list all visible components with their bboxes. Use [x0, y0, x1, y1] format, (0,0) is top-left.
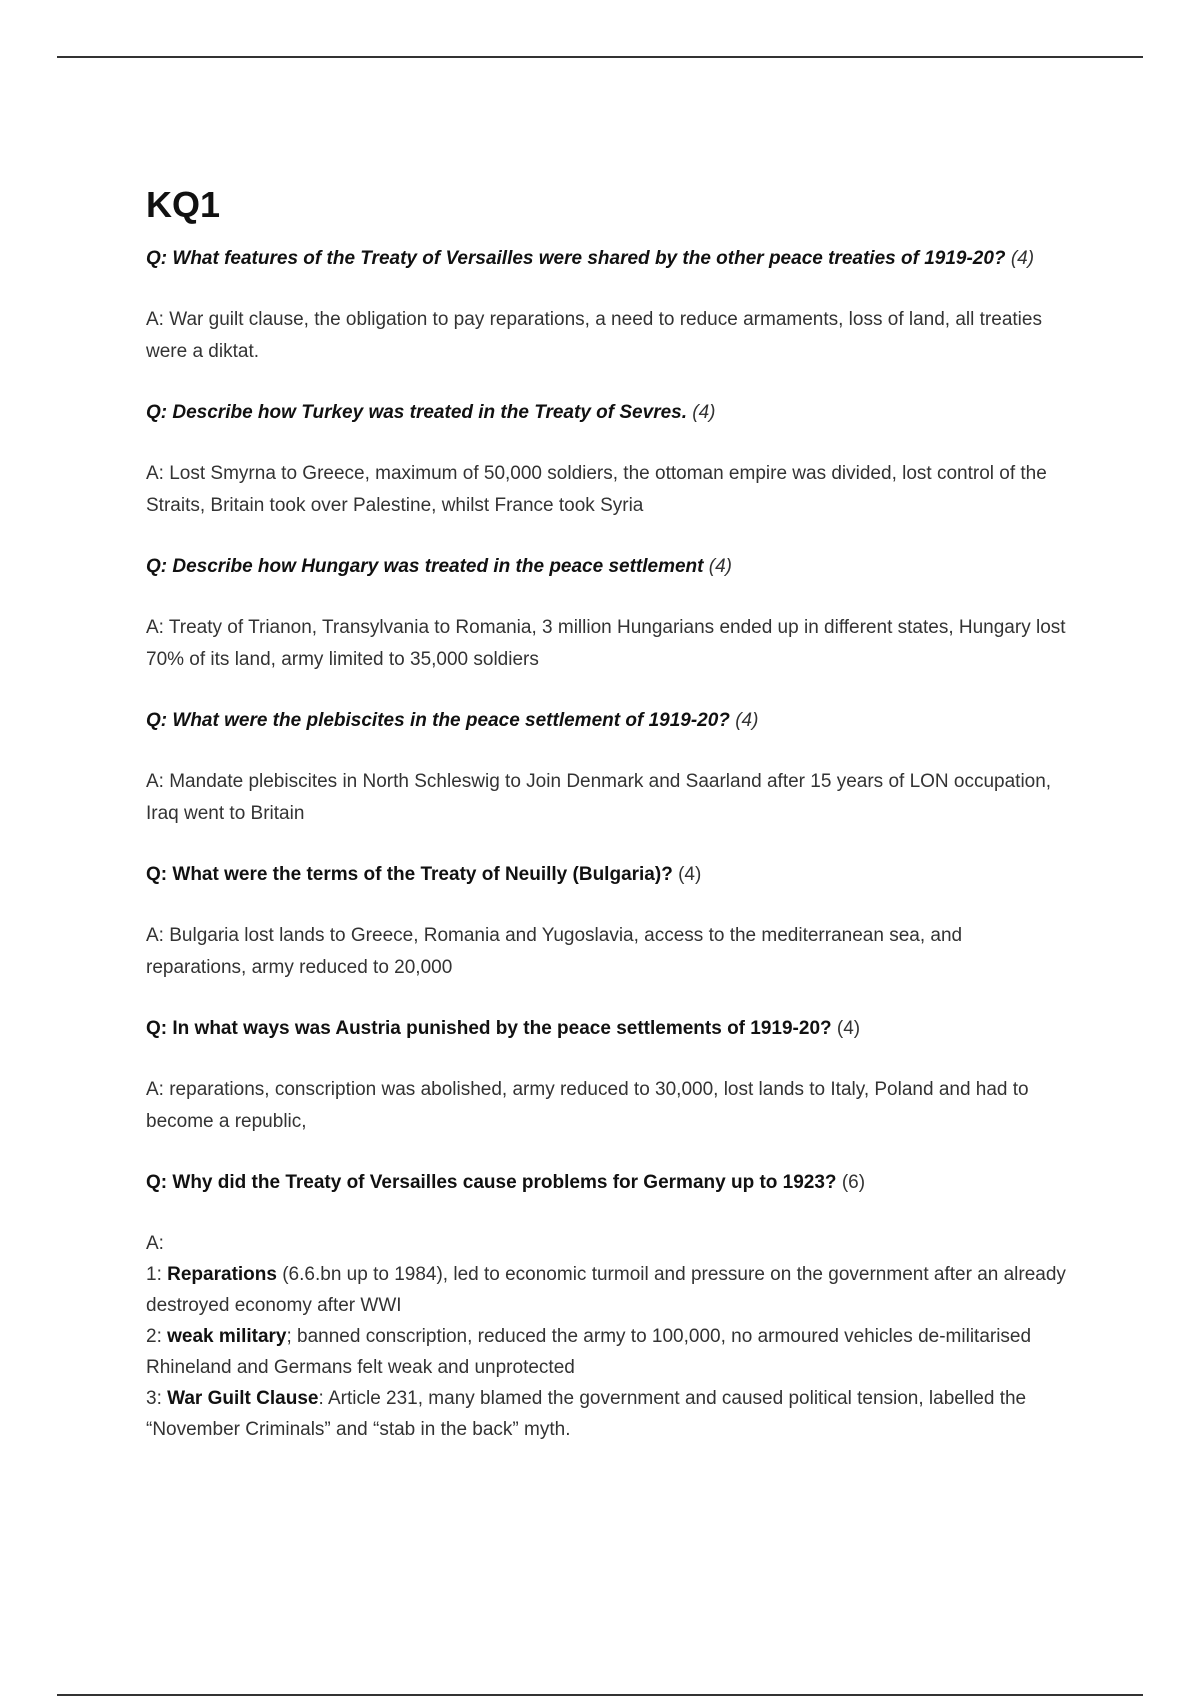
page-title: KQ1	[146, 184, 221, 225]
point-term: weak military	[167, 1326, 287, 1347]
question	[146, 1014, 1066, 1044]
question-text: Q: Describe how Hungary was treated in the peace settlement	[146, 556, 704, 577]
question-marks: (4)	[692, 402, 716, 423]
point-text: (6.6.bn up to 1984), led to economic turmoil and pressure on the government after an already destroyed economy after WWI	[146, 1264, 1066, 1316]
question	[146, 706, 1066, 736]
question-text: Q: Describe how Turkey was treated in the Treaty of Sevres.	[146, 402, 687, 423]
question-marks: (4)	[836, 1018, 861, 1039]
question-text: Q: In what ways was Austria punished by the peace settlements of 1919-20?	[146, 1018, 832, 1039]
bottom-rule	[57, 1694, 1143, 1696]
point-text: : Article 231, many blamed the government and caused political tension, labelled the “November Criminals” and “stab in the back” myth.	[146, 1388, 1027, 1440]
question-marks: (4)	[708, 556, 733, 577]
answer-intro: A:	[146, 1233, 164, 1254]
question-marks: (6)	[841, 1172, 866, 1193]
qa-item-4	[146, 706, 1066, 830]
answer: A: Bulgaria lost lands to Greece, Romania and Yugoslavia, access to the mediterranean sea, and reparations, army reduced to 20,000	[146, 925, 963, 978]
qa-item-3	[146, 552, 1066, 676]
answer: A: reparations, conscription was abolished, army reduced to 30,000, lost lands to Italy, Poland and had to become a republic,	[146, 1079, 1029, 1132]
top-rule	[57, 56, 1143, 58]
point-number: 1:	[146, 1264, 162, 1285]
point-term: Reparations	[167, 1264, 277, 1285]
qa-item-6	[146, 1014, 1066, 1138]
document-body	[146, 182, 1066, 1445]
question-text: Q: What were the terms of the Treaty of Neuilly (Bulgaria)?	[146, 864, 673, 885]
question-text: Q: Why did the Treaty of Versailles cause problems for Germany up to 1923?	[146, 1172, 837, 1193]
qa-item-2	[146, 398, 1066, 522]
qa-item-1	[146, 244, 1066, 368]
answer: A: War guilt clause, the obligation to pay reparations, a need to reduce armaments, loss of land, all treaties were a diktat.	[146, 309, 1042, 362]
point-number: 3:	[146, 1388, 162, 1409]
answer: A: Lost Smyrna to Greece, maximum of 50,000 soldiers, the ottoman empire was divided, lost control of the Straits, Britain took over Palestine, whilst France took Syria	[146, 463, 1047, 516]
answer-point-2	[146, 1321, 1066, 1383]
question-marks: (4)	[678, 864, 702, 885]
point-term: War Guilt Clause	[167, 1388, 319, 1409]
answer	[146, 1228, 1066, 1445]
question	[146, 860, 1066, 890]
question	[146, 398, 1066, 428]
question-marks: (4)	[1010, 248, 1035, 269]
question-text: Q: What features of the Treaty of Versailles were shared by the other peace treaties of 1919-20?	[146, 248, 1006, 269]
question	[146, 552, 1066, 582]
question	[146, 244, 1066, 274]
question-marks: (4)	[735, 710, 759, 731]
answer-point-3	[146, 1383, 1066, 1445]
question-text: Q: What were the plebiscites in the peace settlement of 1919-20?	[146, 710, 730, 731]
answer: A: Treaty of Trianon, Transylvania to Romania, 3 million Hungarians ended up in different states, Hungary lost 70% of its land, army limited to 35,000 soldiers	[146, 617, 1066, 670]
point-text: ; banned conscription, reduced the army to 100,000, no armoured vehicles de-militarised Rhineland and Germans felt weak and unprotected	[146, 1326, 1032, 1378]
qa-item-7	[146, 1168, 1066, 1445]
qa-item-5	[146, 860, 1066, 984]
point-number: 2:	[146, 1326, 162, 1347]
answer-point-1	[146, 1259, 1066, 1321]
question	[146, 1168, 1066, 1198]
answer: A: Mandate plebiscites in North Schleswig to Join Denmark and Saarland after 15 years of LON occupation, Iraq went to Britain	[146, 771, 1052, 824]
